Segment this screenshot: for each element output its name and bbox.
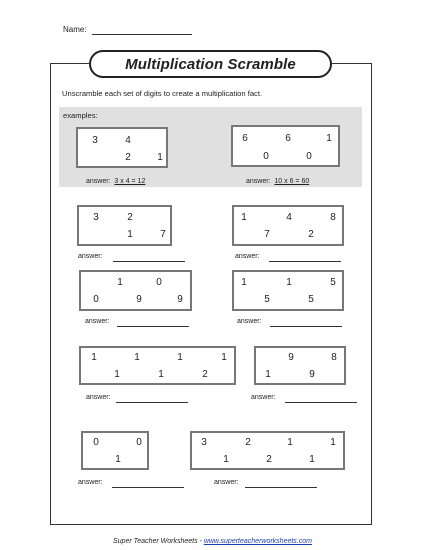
name-field-line: [92, 34, 192, 35]
puzzle-box-4: [232, 270, 344, 311]
digit: 9: [309, 369, 315, 380]
digit: 0: [306, 151, 312, 162]
page-title: Multiplication Scramble: [125, 55, 296, 73]
answer-line-8: [245, 487, 317, 488]
digit: 1: [241, 277, 247, 288]
digit: 2: [245, 437, 251, 448]
answer-label-7: answer:: [78, 479, 103, 486]
puzzle-box-3: [79, 270, 192, 311]
answer-line-6: [285, 402, 357, 403]
digit: 6: [242, 133, 248, 144]
digit: 2: [202, 369, 208, 380]
digit: 1: [117, 277, 123, 288]
answer-line-1: [113, 261, 185, 262]
digit: 3: [93, 212, 99, 223]
digit: 0: [136, 437, 142, 448]
digit: 2: [127, 212, 133, 223]
answer-label-8: answer:: [214, 479, 239, 486]
answer-line-3: [117, 326, 189, 327]
digit: 5: [308, 294, 314, 305]
instructions: Unscramble each set of digits to create a multiplication fact.: [62, 89, 263, 98]
puzzle-box-1: [77, 205, 172, 246]
digit: 3: [92, 135, 98, 146]
puzzle-box-8: [190, 431, 345, 470]
answer-line-2: [269, 261, 341, 262]
title-banner: [89, 50, 332, 78]
answer-label-4: answer:: [237, 318, 262, 325]
digit: 0: [156, 277, 162, 288]
examples-label: examples:: [63, 111, 98, 120]
digit: 4: [286, 212, 292, 223]
digit: 9: [288, 352, 294, 363]
digit: 2: [308, 229, 314, 240]
digit: 1: [158, 369, 164, 380]
digit: 1: [134, 352, 140, 363]
digit: 0: [93, 294, 99, 305]
answer-label-6: answer:: [251, 394, 276, 401]
puzzle-box-2: [232, 205, 344, 246]
digit: 1: [157, 152, 163, 163]
digit: 4: [125, 135, 131, 146]
digit: 0: [93, 437, 99, 448]
digit: 1: [286, 277, 292, 288]
digit: 1: [91, 352, 97, 363]
digit: 8: [331, 352, 337, 363]
footer-link[interactable]: www.superteacherworksheets.com: [203, 538, 312, 545]
puzzle-box-7: [81, 431, 149, 470]
example-answer-1: answer: 3 x 4 = 12: [86, 178, 146, 185]
digit: 1: [330, 437, 336, 448]
digit: 7: [160, 229, 166, 240]
digit: 1: [223, 454, 229, 465]
footer-text: Super Teacher Worksheets -: [113, 538, 204, 545]
digit: 3: [201, 437, 207, 448]
digit: 1: [287, 437, 293, 448]
digit: 2: [266, 454, 272, 465]
answer-line-5: [116, 402, 188, 403]
puzzle-box-5: [79, 346, 236, 385]
example-box-2: [231, 125, 340, 167]
digit: 0: [263, 151, 269, 162]
answer-label-2: answer:: [235, 253, 260, 260]
digit: 1: [241, 212, 247, 223]
answer-line-7: [112, 487, 184, 488]
digit: 7: [264, 229, 270, 240]
digit: 5: [264, 294, 270, 305]
digit: 1: [221, 352, 227, 363]
digit: 1: [177, 352, 183, 363]
name-label: Name:: [63, 25, 87, 34]
digit: 1: [309, 454, 315, 465]
example-box-1: [76, 127, 168, 168]
digit: 8: [330, 212, 336, 223]
example-answer-2: answer: 10 x 6 = 60: [246, 178, 310, 185]
digit: 1: [326, 133, 332, 144]
digit: 1: [265, 369, 271, 380]
digit: 1: [114, 369, 120, 380]
answer-line-4: [270, 326, 342, 327]
answer-label-5: answer:: [86, 394, 111, 401]
digit: 1: [127, 229, 133, 240]
digit: 9: [136, 294, 142, 305]
footer: [0, 538, 425, 545]
digit: 9: [177, 294, 183, 305]
digit: 1: [115, 454, 121, 465]
answer-label-1: answer:: [78, 253, 103, 260]
digit: 5: [330, 277, 336, 288]
puzzle-box-6: [254, 346, 346, 385]
digit: 6: [285, 133, 291, 144]
answer-label-3: answer:: [85, 318, 110, 325]
digit: 2: [125, 152, 131, 163]
